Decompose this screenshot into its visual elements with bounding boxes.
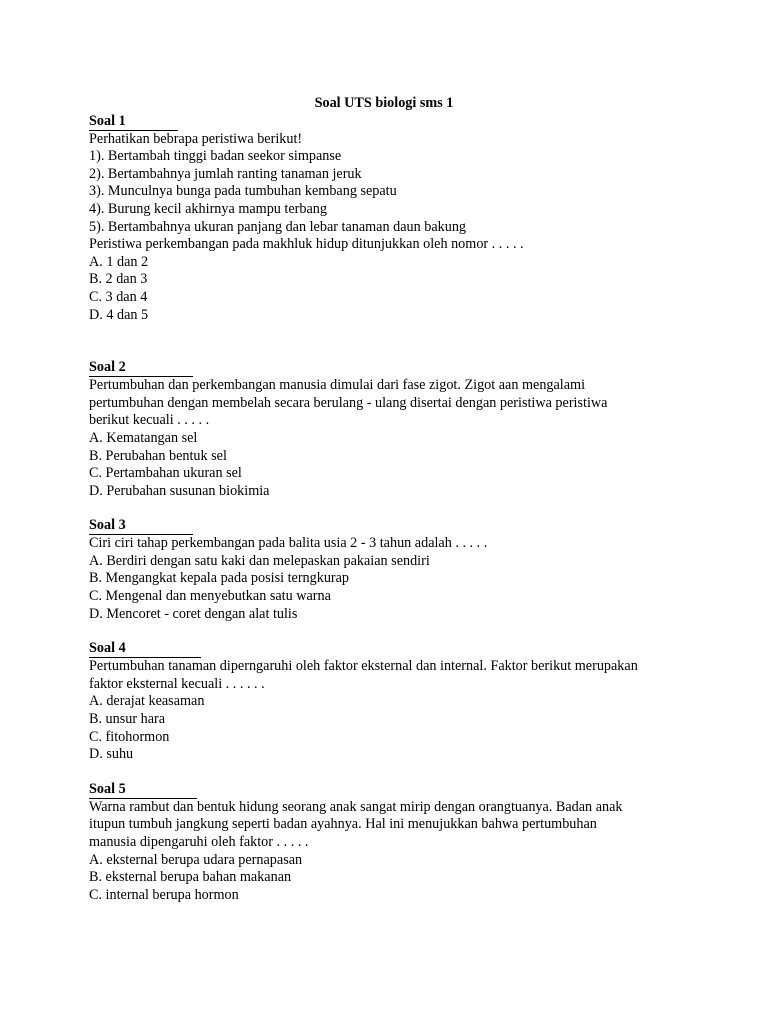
answer-option: B. unsur hara (89, 711, 166, 728)
question-text-line: 1). Bertambah tinggi badan seekor simpanse (89, 148, 342, 165)
answer-option: C. fitohormon (89, 728, 170, 745)
question-heading: Soal 4 (89, 641, 201, 658)
question-text-line: itupun tumbuh jangkung seperti badan ayahnya. Hal ini menujukkan bahwa pertumbuhan (89, 816, 597, 833)
answer-option: D. 4 dan 5 (89, 306, 149, 323)
answer-option: D. Mencoret - coret dengan alat tulis (89, 605, 298, 622)
question-text-line: Pertumbuhan tanaman diperngaruhi oleh faktor eksternal dan internal. Faktor berikut merupakan (89, 658, 638, 675)
question-1 (89, 113, 689, 325)
question-text-line: 3). Munculnya bunga pada tumbuhan kembang sepatu (89, 183, 397, 200)
answer-option: D. Perubahan susunan biokimia (89, 482, 270, 499)
question-text-line: berikut kecuali . . . . . (89, 412, 210, 429)
question-heading: Soal 2 (89, 360, 193, 377)
answer-option: B. Perubahan bentuk sel (89, 447, 227, 464)
document-page (89, 95, 689, 904)
answer-option: A. Kematangan sel (89, 429, 198, 446)
question-text-line: faktor eksternal kecuali . . . . . . (89, 675, 265, 692)
question-heading: Soal 1 (89, 114, 178, 131)
answer-option: B. Mengangkat kepala pada posisi terngkurap (89, 570, 350, 587)
answer-option: A. eksternal berupa udara pernapasan (89, 851, 303, 868)
question-4 (89, 640, 689, 764)
answer-option: A. Berdiri dengan satu kaki dan melepaskan pakaian sendiri (89, 552, 430, 569)
question-text-line: manusia dipengaruhi oleh faktor . . . . . (89, 834, 309, 850)
question-3 (89, 517, 689, 623)
answer-option: A. 1 dan 2 (89, 253, 149, 270)
question-2 (89, 359, 689, 500)
question-text-line: pertumbuhan dengan membelah secara berulang - ulang disertai dengan peristiwa peristiwa (89, 394, 608, 411)
question-text-line: 4). Burung kecil akhirnya mampu terbang (89, 200, 327, 217)
answer-option: C. 3 dan 4 (89, 288, 148, 305)
question-heading: Soal 3 (89, 518, 193, 535)
answer-option: A. derajat keasaman (89, 693, 205, 710)
question-5 (89, 781, 689, 905)
answer-option: B. eksternal berupa bahan makanan (89, 869, 292, 886)
question-text-line: Ciri ciri tahap perkembangan pada balita usia 2 - 3 tahun adalah . . . . . (89, 535, 488, 552)
question-heading: Soal 5 (89, 782, 197, 799)
answer-option: D. suhu (89, 746, 134, 763)
question-text-line: Perhatikan bebrapa peristiwa berikut! (89, 130, 303, 147)
question-text-line: 5). Bertambahnya ukuran panjang dan lebar tanaman daun bakung (89, 218, 467, 235)
question-text-line: 2). Bertambahnya jumlah ranting tanaman jeruk (89, 165, 362, 182)
answer-option: C. internal berupa hormon (89, 886, 239, 903)
answer-option: B. 2 dan 3 (89, 271, 148, 288)
answer-option: C. Pertambahan ukuran sel (89, 465, 242, 482)
answer-option: C. Mengenal dan menyebutkan satu warna (89, 588, 331, 605)
page-title: Soal UTS biologi sms 1 (314, 95, 454, 111)
question-text-line: Pertumbuhan dan perkembangan manusia dimulai dari fase zigot. Zigot aan mengalami (89, 377, 586, 394)
question-text-line: Warna rambut dan bentuk hidung seorang anak sangat mirip dengan orangtuanya. Badan anak (89, 798, 623, 815)
question-text-line: Peristiwa perkembangan pada makhluk hidup ditunjukkan oleh nomor . . . . . (89, 236, 524, 253)
